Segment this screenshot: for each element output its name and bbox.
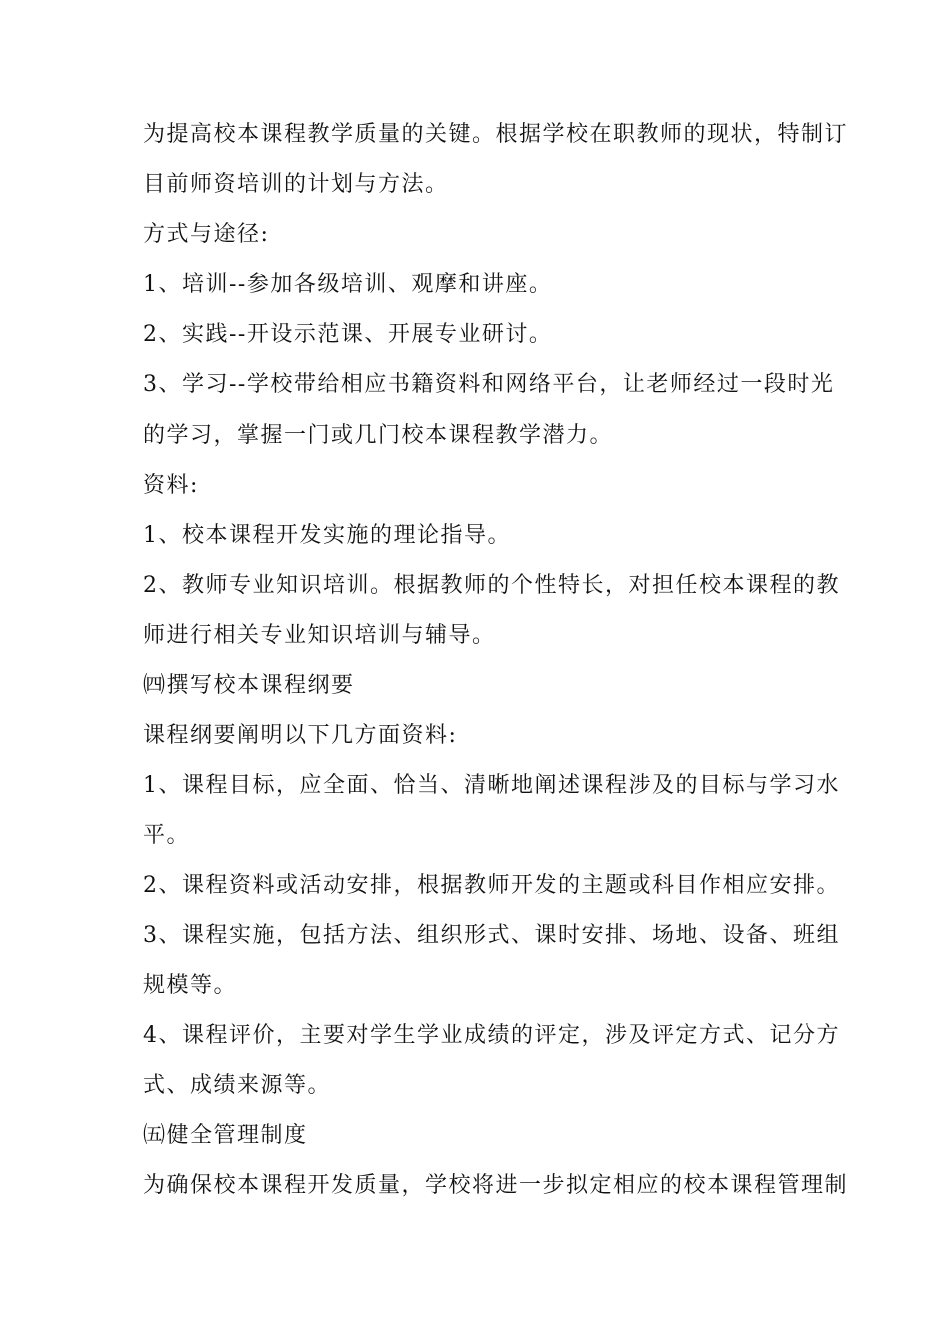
section-heading: 资料:	[143, 473, 199, 498]
text-line: 为提高校本课程教学质量的关键。根据学校在职教师的现状，特制订	[143, 122, 849, 147]
list-item: 2、课程资料或活动安排，根据教师开发的主题或科目作相应安排。	[143, 873, 840, 898]
text-line: 式、成绩来源等。	[143, 1073, 332, 1098]
text-line: 的学习，掌握一门或几门校本课程教学潜力。	[143, 423, 614, 448]
section-heading: ㈣撰写校本课程纲要	[143, 673, 355, 698]
list-item: 1、课程目标，应全面、恰当、清晰地阐述课程涉及的目标与学习水	[143, 773, 840, 798]
list-item: 2、教师专业知识培训。根据教师的个性特长，对担任校本课程的教	[143, 573, 840, 598]
text-line: 师进行相关专业知识培训与辅导。	[143, 623, 496, 648]
text-line: 课程纲要阐明以下几方面资料:	[143, 723, 458, 748]
text-line: 目前师资培训的计划与方法。	[143, 172, 449, 197]
text-line: 规模等。	[143, 973, 238, 998]
list-item: 3、课程实施，包括方法、组织形式、课时安排、场地、设备、班组	[143, 923, 840, 948]
text-line: 平。	[143, 823, 191, 848]
text-line: 为确保校本课程开发质量，学校将进一步拟定相应的校本课程管理制	[143, 1173, 849, 1198]
list-item: 3、学习--学校带给相应书籍资料和网络平台，让老师经过一段时光	[143, 372, 835, 397]
list-item: 1、培训--参加各级培训、观摩和讲座。	[143, 272, 553, 297]
section-heading: ㈤健全管理制度	[143, 1123, 308, 1148]
list-item: 4、课程评价，主要对学生学业成绩的评定，涉及评定方式、记分方	[143, 1023, 840, 1048]
list-item: 1、校本课程开发实施的理论指导。	[143, 523, 511, 548]
list-item: 2、实践--开设示范课、开展专业研讨。	[143, 322, 553, 347]
section-heading: 方式与途径:	[143, 222, 270, 247]
